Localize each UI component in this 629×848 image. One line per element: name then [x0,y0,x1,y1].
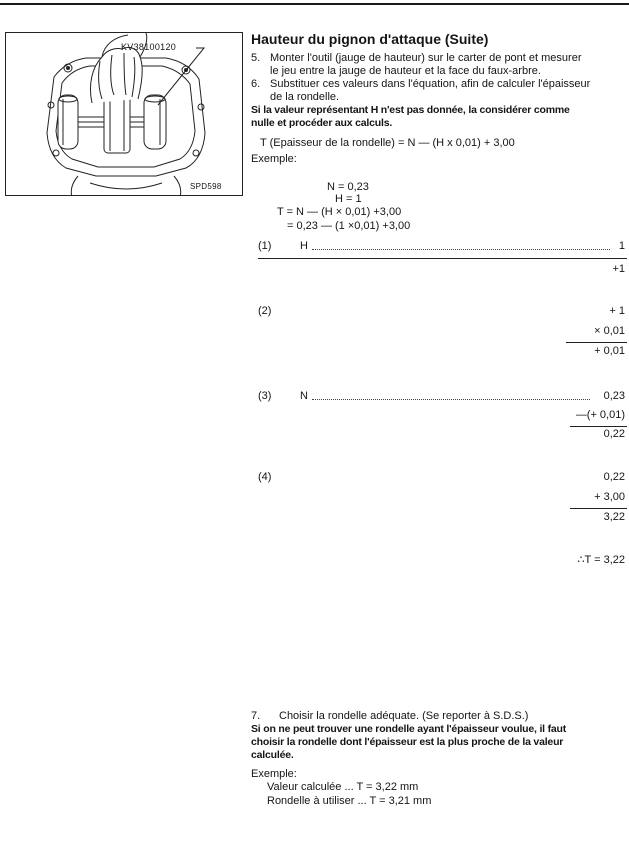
calc-step-3-a: 0,23 [603,390,625,402]
note-1-line-2: nulle et procéder aux calculs. [251,117,393,129]
calc-step-2-a: + 1 [609,305,625,317]
sum-line [570,426,627,427]
calc-step-1-label: (1) [258,240,272,252]
carrier-gauge-illustration [6,33,243,196]
note-2-line-1: Si on ne peut trouver une rondelle ayant l'épaisseur voulue, il faut [251,723,567,735]
calc-step-4-label: (4) [258,471,272,483]
example-2-line-2: Rondelle à utiliser ... T = 3,21 mm [267,795,432,807]
step-6-line-1: Substituer ces valeurs dans l'équation, afin de calculer l'épaisseur [270,78,591,90]
calc-step-1-value: 1 [618,240,625,252]
note-2-line-3: calculée. [251,749,294,761]
top-rule [0,3,629,5]
step-7-number: 7. [251,710,261,722]
step-5-number: 5. [251,52,261,64]
equation-n: N = 0,23 [327,181,369,193]
calc-conclusion: ∴T = 3,22 [577,554,625,566]
calc-step-3-b: —(+ 0,01) [575,409,625,421]
example-2-label: Exemple: [251,768,297,780]
dotted-leader [312,249,610,250]
equation-substituted: = 0,23 — (1 ×0,01) +3,00 [287,220,411,232]
calc-step-3-label: (3) [258,390,272,402]
figure-tool-installation [5,32,243,196]
calc-step-1-result: +1 [612,263,625,275]
dotted-leader [312,399,590,400]
divider [258,258,627,259]
calc-step-4-a: 0,22 [603,471,625,483]
sum-line [566,342,627,343]
note-2-line-2: choisir la rondelle dont l'épaisseur est la plus proche de la valeur [251,736,564,748]
note-1-line-1: Si la valeur représentant H n'est pas donnée, la considérer comme [251,104,570,116]
calc-step-3-result: 0,22 [603,428,625,440]
figure-code: SPD598 [190,182,222,191]
calc-step-3-var: N [300,390,308,402]
calc-step-2-result: + 0,01 [594,345,625,357]
step-7-text: Choisir la rondelle adéquate. (Se reporter à S.D.S.) [279,710,529,722]
calc-step-2-label: (2) [258,305,272,317]
tool-part-number: KV38100120 [121,42,177,52]
section-title: Hauteur du pignon d'attaque (Suite) [251,31,489,47]
equation-t: T = N — (H × 0,01) +3,00 [277,206,402,218]
step-6-line-2: de la rondelle. [270,91,340,103]
step-5-line-1: Monter l'outil (jauge de hauteur) sur le carter de pont et mesurer [270,52,582,64]
step-6-number: 6. [251,78,261,90]
sum-line [570,508,627,509]
calc-step-4-result: 3,22 [603,511,625,523]
example-label: Exemple: [251,153,297,165]
example-2-line-1: Valeur calculée ... T = 3,22 mm [267,781,419,793]
formula: T (Epaisseur de la rondelle) = N — (H x 0,01) + 3,00 [260,137,515,149]
calc-step-2-b: × 0,01 [594,325,625,337]
equation-h: H = 1 [335,193,362,205]
step-5-line-2: le jeu entre la jauge de hauteur et la face du faux-arbre. [270,65,541,77]
calc-step-1-var: H [300,240,308,252]
calc-step-4-b: + 3,00 [594,491,625,503]
